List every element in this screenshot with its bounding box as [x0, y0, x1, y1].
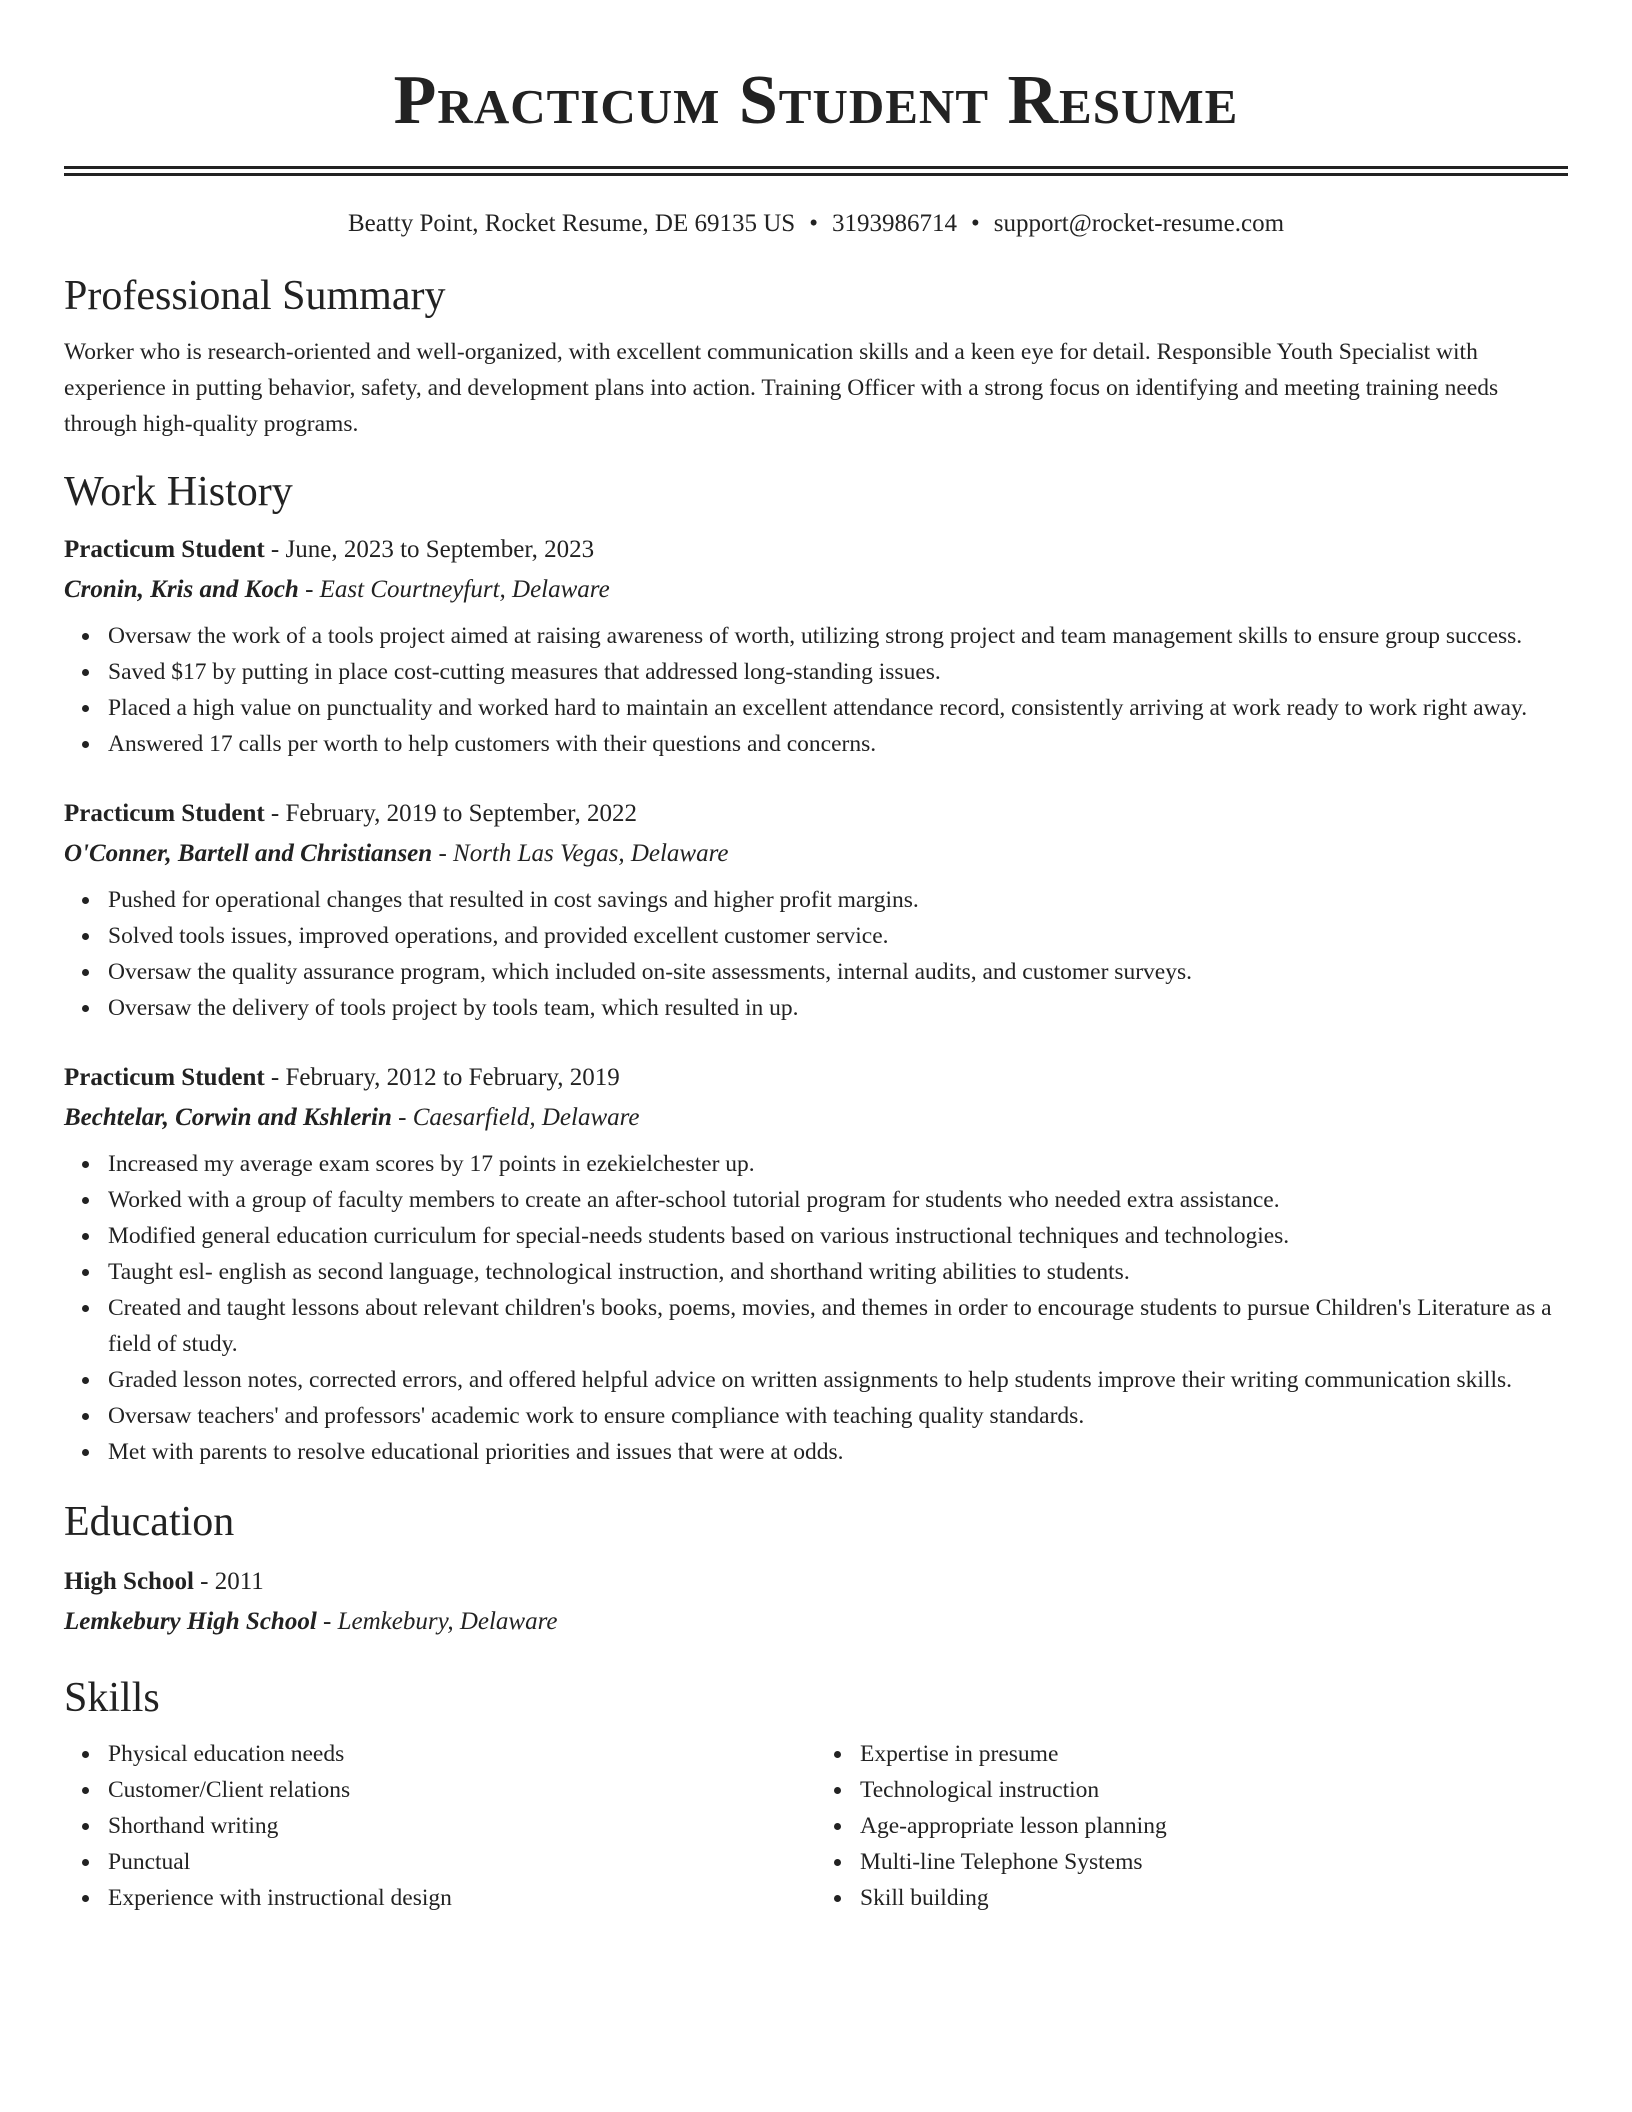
- education-year: - 2011: [193, 1568, 264, 1595]
- list-item: Shorthand writing: [108, 1808, 816, 1844]
- job-bullets: [64, 618, 1568, 762]
- education-heading: Education: [64, 1499, 235, 1545]
- skills-grid: [64, 1736, 1568, 1916]
- job-company: O'Conner, Bartell and Christiansen: [64, 840, 433, 867]
- job-entry: [64, 530, 1568, 762]
- job-bullets: [64, 882, 1568, 1026]
- job-role: Practicum Student: [64, 536, 265, 563]
- list-item: Customer/Client relations: [108, 1772, 816, 1808]
- contact-address: Beatty Point, Rocket Resume, DE 69135 US: [347, 210, 796, 237]
- job-company: Cronin, Kris and Koch: [64, 576, 299, 603]
- education-entry: [64, 1562, 1568, 1642]
- contact-separator: •: [970, 210, 980, 237]
- education-school-line: [64, 1602, 1568, 1642]
- list-item: Physical education needs: [108, 1736, 816, 1772]
- job-company-line: [64, 570, 1568, 610]
- list-item: Created and taught lessons about relevant children's books, poems, movies, and themes in order to encourage students to pursue Children's Literature as a field of study.: [108, 1290, 1568, 1362]
- list-item: Experience with instructional design: [108, 1880, 816, 1916]
- list-item: Oversaw the quality assurance program, which included on-site assessments, internal audits, and customer surveys.: [108, 954, 1568, 990]
- job-entry: [64, 1058, 1568, 1470]
- contact-line: [64, 208, 1568, 240]
- job-header: [64, 1058, 1568, 1098]
- job-dates: - February, 2019 to September, 2022: [264, 800, 637, 827]
- list-item: Technological instruction: [860, 1772, 1568, 1808]
- education-header: [64, 1562, 1568, 1602]
- education-school: Lemkebury High School: [64, 1608, 317, 1635]
- job-dates: - June, 2023 to September, 2023: [264, 536, 595, 563]
- job-header: [64, 794, 1568, 834]
- job-company: Bechtelar, Corwin and Kshlerin: [64, 1104, 392, 1131]
- list-item: Graded lesson notes, corrected errors, and offered helpful advice on written assignments to help students improve their writing communication skills.: [108, 1362, 1568, 1398]
- list-item: Worked with a group of faculty members to create an after-school tutorial program for students who needed extra assistance.: [108, 1182, 1568, 1218]
- list-item: Oversaw the work of a tools project aimed at raising awareness of worth, utilizing strong project and team management skills to ensure group success.: [108, 618, 1568, 654]
- list-item: Punctual: [108, 1844, 816, 1880]
- contact-phone: 3193986714: [831, 210, 957, 237]
- work-history-heading: Work History: [64, 469, 293, 515]
- summary-heading: Professional Summary: [64, 273, 446, 319]
- skills-heading: Skills: [64, 1675, 160, 1721]
- job-location: - Caesarfield, Delaware: [391, 1104, 640, 1131]
- list-item: Placed a high value on punctuality and worked hard to maintain an excellent attendance record, consistently arriving at work ready to work right away.: [108, 690, 1568, 726]
- job-location: - East Courtneyfurt, Delaware: [298, 576, 610, 603]
- job-header: [64, 530, 1568, 570]
- list-item: Age-appropriate lesson planning: [860, 1808, 1568, 1844]
- list-item: Met with parents to resolve educational priorities and issues that were at odds.: [108, 1434, 1568, 1470]
- list-item: Solved tools issues, improved operations, and provided excellent customer service.: [108, 918, 1568, 954]
- job-role: Practicum Student: [64, 1064, 265, 1091]
- contact-separator: •: [809, 210, 818, 237]
- education-location: - Lemkebury, Delaware: [316, 1608, 558, 1635]
- list-item: Modified general education curriculum for special-needs students based on various instructional techniques and technologies.: [108, 1218, 1568, 1254]
- list-item: Multi-line Telephone Systems: [860, 1844, 1568, 1880]
- education-degree: High School: [64, 1568, 194, 1595]
- list-item: Taught esl- english as second language, technological instruction, and shorthand writing abilities to students.: [108, 1254, 1568, 1290]
- list-item: Oversaw the delivery of tools project by tools team, which resulted in up.: [108, 990, 1568, 1026]
- job-company-line: [64, 834, 1568, 874]
- list-item: Pushed for operational changes that resulted in cost savings and higher profit margins.: [108, 882, 1568, 918]
- job-entry: [64, 794, 1568, 1026]
- resume-title: Practicum Student Resume: [393, 62, 1239, 139]
- job-bullets: [64, 1146, 1568, 1470]
- list-item: Answered 17 calls per worth to help customers with their questions and concerns.: [108, 726, 1568, 762]
- list-item: Increased my average exam scores by 17 points in ezekielchester up.: [108, 1146, 1568, 1182]
- contact-email[interactable]: support@rocket-resume.com: [993, 210, 1285, 237]
- list-item: Oversaw teachers' and professors' academic work to ensure compliance with teaching quality standards.: [108, 1398, 1568, 1434]
- job-role: Practicum Student: [64, 800, 265, 827]
- summary-text: Worker who is research-oriented and well-organized, with excellent communication skills and a keen eye for detail. Responsible Youth Specialist with experience in putting behavior, safety, and development plans into action. Training Officer with a strong focus on identifying and meeting training needs through high-quality programs.: [64, 339, 1499, 437]
- job-company-line: [64, 1098, 1568, 1138]
- job-location: - North Las Vegas, Delaware: [432, 840, 729, 867]
- skills-column-right: [816, 1736, 1568, 1916]
- job-dates: - February, 2012 to February, 2019: [264, 1064, 620, 1091]
- list-item: Saved $17 by putting in place cost-cutting measures that addressed long-standing issues.: [108, 654, 1568, 690]
- skills-column-left: [64, 1736, 816, 1916]
- list-item: Skill building: [860, 1880, 1568, 1916]
- list-item: Expertise in presume: [860, 1736, 1568, 1772]
- title-divider: [64, 166, 1568, 176]
